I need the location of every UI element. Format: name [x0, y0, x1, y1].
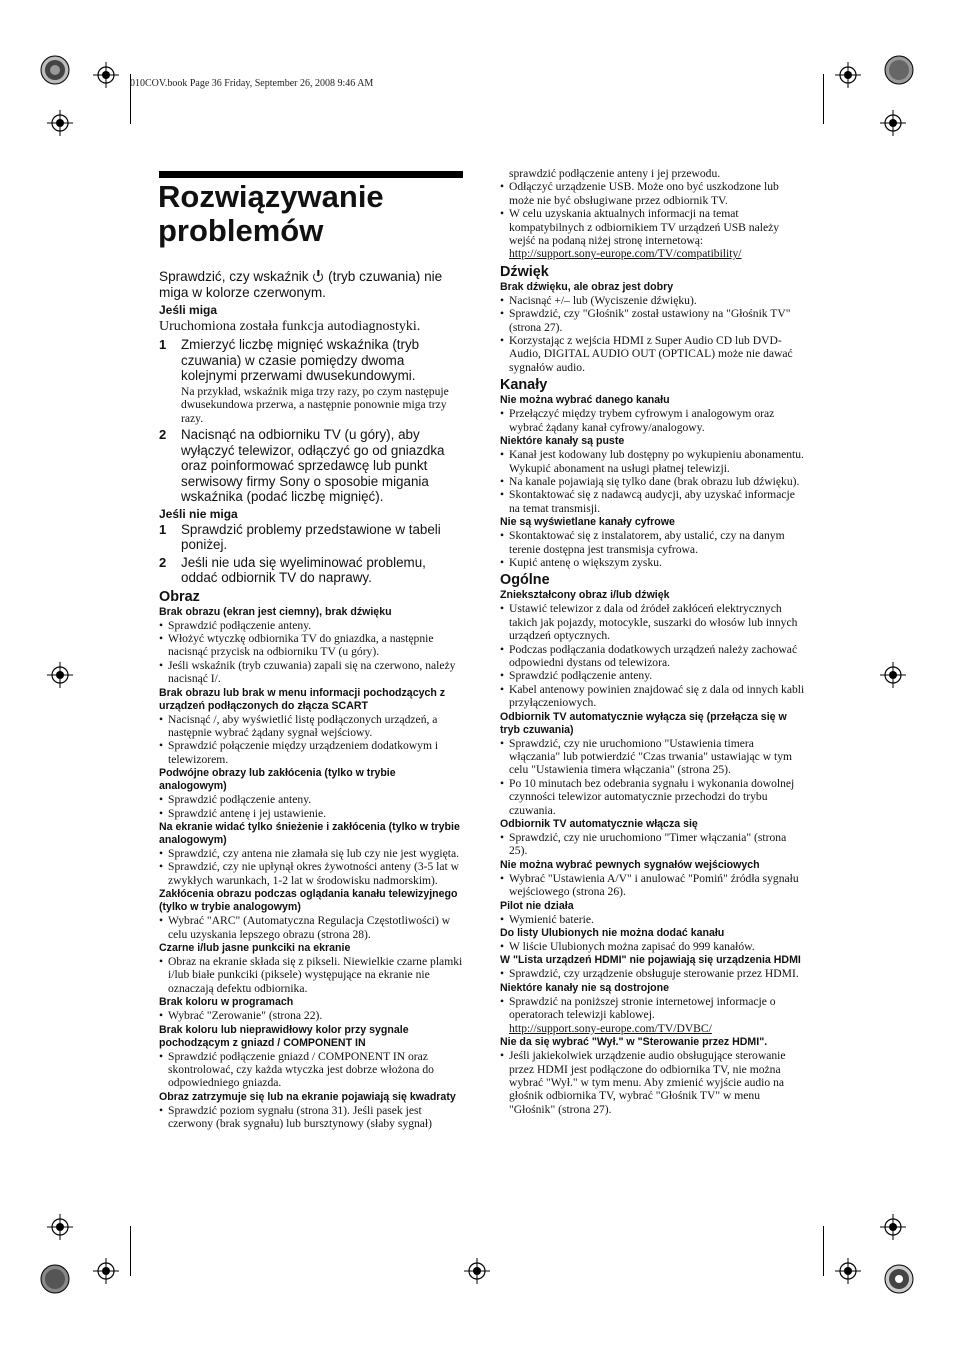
list-item: • Korzystając z wejścia HDMI z Super Audio CD lub DVD-Audio, DIGITAL AUDIO OUT (OPTICAL) może nie dawać sygnałów audio. [500, 334, 805, 374]
solution-list [500, 967, 805, 980]
problem-heading: Niektóre kanały nie są dostrojone [500, 981, 669, 994]
trim-line [130, 1226, 131, 1276]
usb-compatibility-link[interactable]: http://support.sony-europe.com/TV/compatibility/ [509, 247, 742, 261]
power-icon [313, 272, 323, 282]
problem-heading: Odbiornik TV automatycznie włącza się [500, 818, 698, 831]
solution-list [159, 1104, 463, 1131]
list-item: • Sprawdzić, czy "Głośnik" został ustawiony na "Głośnik TV" (strona 27). [500, 307, 805, 334]
step-text: Jeśli nie uda się wyeliminować problemu, oddać odbiornik TV do naprawy. [181, 554, 426, 585]
problem-heading: Brak dźwięku, ale obraz jest dobry [500, 280, 674, 293]
solution-list [500, 831, 805, 858]
not-blinking-steps [159, 522, 463, 586]
list-item: • Sprawdzić podłączenie gniazd / COMPONENT IN oraz skontrolować, czy każda wtyczka jest dobrze włożona do odpowiedniego gniazda. [159, 1050, 463, 1090]
registration-mark-icon [880, 1214, 906, 1240]
list-item: • Wybrać "Ustawienia A/V" i anulować "Pomiń" źródła sygnału wejściowego (strona 26). [500, 872, 805, 899]
problem-heading: Brak koloru lub nieprawidłowy kolor przy sygnale pochodzącym z gniazd / COMPONENT IN [159, 1023, 409, 1049]
blinking-heading: Jeśli miga [159, 303, 218, 317]
step-number: 2 [159, 554, 167, 570]
color-rosette-icon [40, 1264, 70, 1294]
problem-heading: W "Lista urządzeń HDMI" nie pojawiają się urządzenia HDMI [500, 954, 801, 967]
problem-heading: Nie można wybrać pewnych sygnałów wejściowych [500, 858, 760, 871]
problem-heading: Zniekształcony obraz i/lub dźwięk [500, 589, 670, 602]
problem-heading: Brak obrazu lub brak w menu informacji pochodzących z urządzeń podłączonych do złącza SCART [159, 686, 446, 712]
title-bar [159, 171, 463, 178]
problem-heading: Podwójne obrazy lub zakłócenia (tylko w trybie analogowym) [159, 767, 396, 793]
solution-list [500, 940, 805, 953]
problem-heading: Niektóre kanały są puste [500, 435, 625, 448]
problem-heading: Brak koloru w programach [159, 996, 294, 1009]
color-rosette-icon [884, 1264, 914, 1294]
solution-list [159, 793, 463, 820]
problem-heading: Odbiornik TV automatycznie wyłącza się (przełącza się w tryb czuwania) [500, 710, 787, 736]
list-item: • Kanał jest kodowany lub dostępny po wykupieniu abonamentu. Wykupić abonament na usługi płatnej telewizji. [500, 448, 805, 475]
problem-heading: Zakłócenia obrazu podczas oglądania kanału telewizyjnego (tylko w trybie analogowym) [159, 888, 458, 914]
trim-line [823, 1226, 824, 1276]
obraz-problems [159, 606, 463, 1131]
dzwiek-problems [500, 281, 805, 374]
link-line [500, 1022, 805, 1035]
solution-list [500, 448, 805, 515]
intro-part-1: Sprawdzić, czy wskaźnik [159, 269, 309, 284]
print-header: 010COV.book Page 36 Friday, September 26, 2008 9:46 AM [130, 78, 374, 89]
list-item: • Skontaktować się z nadawcą audycji, aby uzyskać informacje na temat transmisji. [500, 488, 805, 515]
solution-list [500, 872, 805, 899]
problem-heading: Pilot nie działa [500, 899, 574, 912]
list-item: • Sprawdzić, czy urządzenie obsługuje sterowanie przez HDMI. [500, 967, 805, 980]
list-item: • Sprawdzić, czy nie uruchomiono "Timer włączania" (strona 25). [500, 831, 805, 858]
kanaly-problems [500, 394, 805, 569]
registration-mark-icon [47, 1214, 73, 1240]
list-item: • Sprawdzić, czy antena nie złamała się lub czy nie jest wygięta. [159, 847, 463, 860]
solution-list [500, 602, 805, 709]
list-item: • Obraz na ekranie składa się z pikseli. Niewielkie czarne plamki i/lub białe punkciki (piksele) występujące na ekranie nie oznaczają defektu odbiornika. [159, 955, 463, 995]
step-text: Nacisnąć na odbiorniku TV (u góry), aby wyłączyć telewizor, odłączyć go od gniazdka oraz poinformować sprzedawcę lub punkt serwisowy firmy Sony o sposobie migania wskaźnika (podać liczbę mignięć). [181, 427, 445, 504]
list-item: • Kabel antenowy powinien znajdować się z dala od innych kabli przyłączeniowych. [500, 683, 805, 710]
list-item: • Sprawdzić połączenie między urządzeniem dodatkowym i telewizorem. [159, 739, 463, 766]
registration-mark-icon [47, 662, 73, 688]
solution-list [500, 529, 805, 569]
solution-list [159, 1009, 463, 1022]
problem-heading: Nie są wyświetlane kanały cyfrowe [500, 516, 675, 529]
list-item: • Podczas podłączania dodatkowych urządzeń należy zachować odpowiedni dystans od telewizora. [500, 643, 805, 670]
registration-mark-icon [880, 662, 906, 688]
step-item [159, 337, 463, 425]
step-item [159, 427, 463, 505]
solution-list [159, 955, 463, 995]
step-note: Na przykład, wskaźnik miga trzy razy, po czym następuje dwusekundowa przerwa, a następnie ponownie miga trzy razy. [181, 384, 449, 425]
continued-line: sprawdzić podłączenie anteny i jej przewodu. [509, 167, 721, 180]
problem-heading: Obraz zatrzymuje się lub na ekranie pojawiają się kwadraty [159, 1090, 456, 1103]
solution-list [159, 847, 463, 887]
registration-mark-icon [464, 1258, 490, 1284]
list-item: • Nacisnąć +/– lub (Wyciszenie dźwięku). [500, 294, 805, 307]
right-column [500, 167, 805, 1116]
registration-mark-icon [835, 62, 861, 88]
step-text: Sprawdzić problemy przedstawione w tabeli poniżej. [181, 521, 441, 552]
list-item: • Nacisnąć /, aby wyświetlić listę podłączonych urządzeń, a następnie wybrać żądany sygnał wejściowy. [159, 713, 463, 740]
list-item: • W liście Ulubionych można zapisać do 999 kanałów. [500, 940, 805, 953]
solution-list [500, 913, 805, 926]
list-item: • Kupić antenę o większym zysku. [500, 556, 805, 569]
registration-mark-icon [93, 1258, 119, 1284]
left-column [159, 269, 463, 1131]
registration-mark-icon [835, 1258, 861, 1284]
list-item: • Wybrać "Zerowanie" (strona 22). [159, 1009, 463, 1022]
list-item: • Sprawdzić podłączenie anteny. [159, 619, 463, 632]
step-number: 2 [159, 427, 167, 442]
section-kanaly: Kanały [500, 377, 548, 394]
list-item: • Wybrać "ARC" (Automatyczna Regulacja Częstotliwości) w celu uzyskania lepszego obrazu (strona 28). [159, 914, 463, 941]
solution-list [159, 914, 463, 941]
color-rosette-icon [884, 55, 914, 85]
registration-mark-icon [93, 62, 119, 88]
section-ogolne: Ogólne [500, 572, 550, 589]
solution-list [500, 995, 805, 1035]
continued-list [500, 167, 805, 261]
problem-heading: Na ekranie widać tylko śnieżenie i zakłócenia (tylko w trybie analogowym) [159, 820, 460, 846]
problem-heading: Do listy Ulubionych nie można dodać kanału [500, 927, 725, 940]
list-item: • Na kanale pojawiają się tylko dane (brak obrazu lub dźwięku). [500, 475, 805, 488]
list-item: • Jeśli jakiekolwiek urządzenie audio obsługujące sterowanie przez HDMI jest podłączone do odbiornika TV, nie można wybrać "Wył." w tym menu. Aby zmienić wyjście audio na głośnik odbiornika TV, wybrać "Głośnik TV" w menu "Głośnik" (strona 27). [500, 1049, 805, 1116]
solution-list [500, 1049, 805, 1116]
list-item: • Włożyć wtyczkę odbiornika TV do gniazdka, a następnie nacisnąć przycisk na odbiorniku TV (u góry). [159, 632, 463, 659]
section-obraz: Obraz [159, 588, 200, 605]
trim-line [823, 74, 824, 124]
registration-mark-icon [47, 110, 73, 136]
registration-mark-icon [880, 110, 906, 136]
color-rosette-icon [40, 55, 70, 85]
list-item [500, 207, 805, 261]
list-item: • Wymienić baterie. [500, 913, 805, 926]
list-item: • Przełączyć między trybem cyfrowym i analogowym oraz wybrać żądany kanał cyfrowy/analogowy. [500, 407, 805, 434]
section-dzwiek: Dźwięk [500, 263, 549, 280]
list-item: • Skontaktować się z instalatorem, aby ustalić, czy na danym terenie dostępna jest transmisja cyfrowa. [500, 529, 805, 556]
list-item: • Sprawdzić podłączenie anteny. [500, 669, 805, 682]
page-title: Rozwiązywanie problemów [158, 179, 384, 248]
intro-text [159, 269, 463, 301]
list-item-text: W celu uzyskania aktualnych informacji na temat kompatybilnych z odbiornikiem TV urządzeń USB należy wejść na podaną niżej stronę internetową: [509, 207, 780, 248]
list-item: • Sprawdzić poziom sygnału (strona 31). Jeśli pasek jest czerwony (brak sygnału) lub bursztynowy (słaby sygnał) [159, 1104, 463, 1131]
list-item: • Odłączyć urządzenie USB. Może ono być uszkodzone lub może nie być obsługiwane przez odbiornik TV. [500, 180, 805, 207]
solution-list [159, 619, 463, 686]
problem-heading: Brak obrazu (ekran jest ciemny), brak dźwięku [159, 605, 392, 618]
list-item: • Ustawić telewizor z dala od źródeł zakłóceń elektrycznych takich jak pojazdy, motocykle, suszarki do włosów lub innych urządzeń optycznych. [500, 602, 805, 642]
list-item: • Sprawdzić podłączenie anteny. [159, 793, 463, 806]
solution-list [500, 407, 805, 434]
solution-list [500, 737, 805, 817]
step-text: Zmierzyć liczbę mignięć wskaźnika (tryb czuwania) w czasie pomiędzy dwoma kolejnymi przerwami dwusekundowymi. [181, 337, 420, 383]
cable-operators-link[interactable]: http://support.sony-europe.com/TV/DVBC/ [509, 1021, 712, 1035]
problem-heading: Nie można wybrać danego kanału [500, 394, 670, 407]
list-item: • Sprawdzić, czy nie uruchomiono "Ustawienia timera włączania" lub potwierdzić "Czas trwania" ustawiając w tym celu "Ustawienia timera włączania" (strona 25). [500, 737, 805, 777]
step-item [159, 555, 463, 586]
solution-list [500, 294, 805, 374]
list-item: • Jeśli wskaźnik (tryb czuwania) zapali się na czerwono, należy nacisnąć I/. [159, 659, 463, 686]
solution-list [159, 713, 463, 767]
problem-heading: Czarne i/lub jasne punkciki na ekranie [159, 942, 351, 954]
solution-list [159, 1050, 463, 1090]
list-item: • Sprawdzić antenę i jej ustawienie. [159, 807, 463, 820]
step-number: 1 [159, 337, 167, 352]
not-blinking-heading: Jeśli nie miga [159, 506, 238, 521]
ogolne-problems [500, 589, 805, 1116]
list-item: • Po 10 minutach bez odebrania sygnału i wykonania dowolnej czynności telewizor automatycznie przechodzi do trybu czuwania. [500, 777, 805, 817]
blinking-steps [159, 337, 463, 505]
blinking-text: Uruchomiona została funkcja autodiagnostyki. [159, 319, 421, 334]
list-item: • Sprawdzić na poniższej stronie internetowej informacje o operatorach telewizji kablowej. [500, 995, 805, 1022]
list-item: • Sprawdzić, czy nie upłynął okres żywotności anteny (3-5 lat w zwykłych warunkach, 1-2 lat w środowisku nadmorskim). [159, 860, 463, 887]
problem-heading: Nie da się wybrać "Wył." w "Sterowanie przez HDMI". [500, 1036, 768, 1049]
intro-part-2: (tryb czuwania) nie miga w kolorze czerwonym. [159, 269, 443, 300]
step-item [159, 522, 463, 553]
step-number: 1 [159, 521, 167, 537]
